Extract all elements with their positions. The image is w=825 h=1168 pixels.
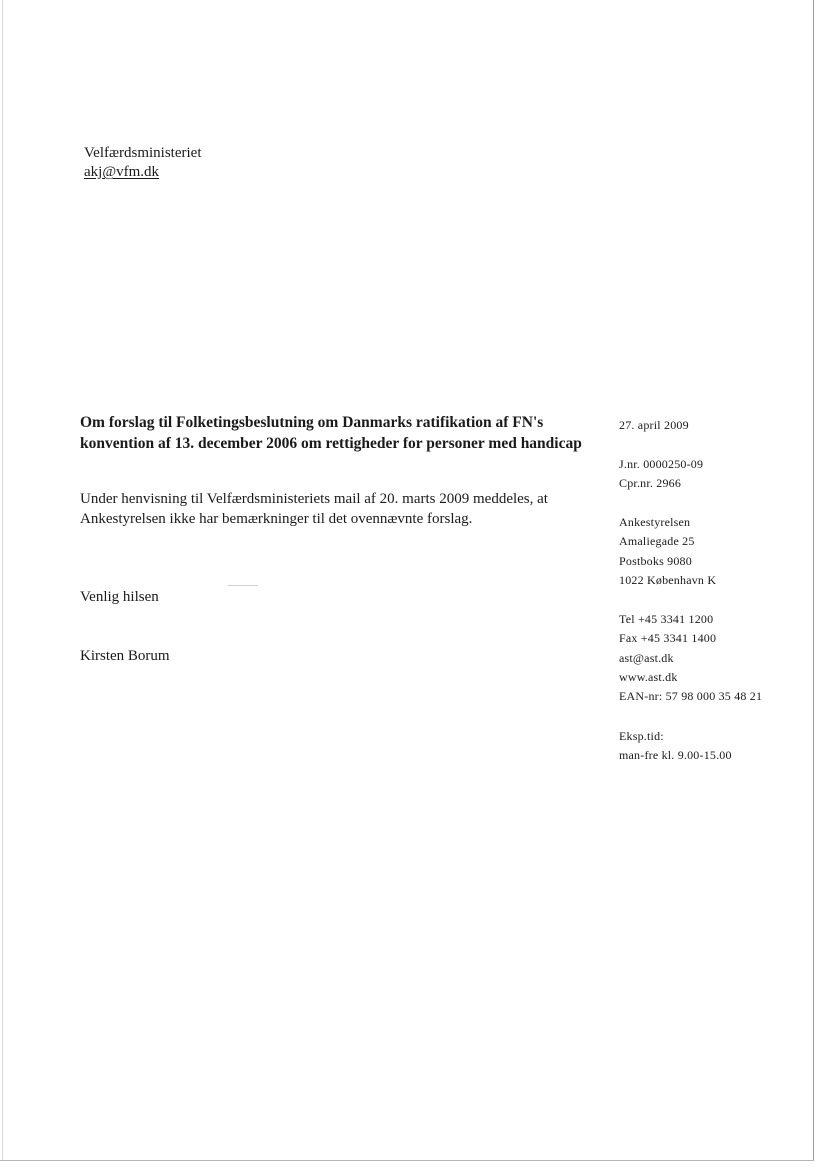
page-right-edge xyxy=(813,0,814,1160)
scan-speck xyxy=(228,585,258,586)
letter-subject xyxy=(80,412,600,454)
sidebar-hours xyxy=(619,727,732,766)
sidebar-contact xyxy=(619,610,762,706)
contact-email[interactable]: ast@ast.dk xyxy=(619,650,674,665)
recipient-block xyxy=(84,144,201,182)
contact-fax: Fax +45 3341 1400 xyxy=(619,631,717,646)
letter-body xyxy=(80,489,580,529)
contact-ean: EAN-nr: 57 98 000 35 48 21 xyxy=(619,689,763,704)
address-postal-city: 1022 København K xyxy=(619,572,717,587)
address-po-box: Postboks 9080 xyxy=(619,553,692,568)
address-street: Amaliegade 25 xyxy=(619,534,695,549)
sidebar-address xyxy=(619,513,716,590)
recipient-email[interactable]: akj@vfm.dk xyxy=(84,164,160,180)
sidebar-date xyxy=(619,416,689,435)
contact-phone: Tel +45 3341 1200 xyxy=(619,612,714,626)
journal-number: J.nr. 0000250-09 xyxy=(619,457,704,471)
letter-closing: Venlig hilsen xyxy=(80,589,159,605)
address-organization: Ankestyrelsen xyxy=(619,515,691,529)
subject-line-2: konvention af 13. december 2006 om rettigheder for personer med handicap xyxy=(80,435,582,452)
body-line-1: Under henvisning til Velfærdsministeriets mail af 20. marts 2009 meddeles, at xyxy=(80,491,548,507)
hours-value: man-fre kl. 9.00-15.00 xyxy=(619,748,732,763)
signer-name: Kirsten Borum xyxy=(80,648,170,664)
page-bottom-edge xyxy=(0,1160,814,1161)
hours-label: Eksp.tid: xyxy=(619,729,664,743)
subject-line-1: Om forslag til Folketingsbeslutning om Danmarks ratifikation af FN's xyxy=(80,414,544,431)
contact-website[interactable]: www.ast.dk xyxy=(619,669,678,684)
page-left-edge xyxy=(2,0,3,1160)
body-line-2: Ankestyrelsen ikke har bemærkninger til det ovennævnte forslag. xyxy=(80,511,473,527)
letter-date: 27. april 2009 xyxy=(619,418,689,432)
sidebar-references xyxy=(619,455,703,494)
cpr-number: Cpr.nr. 2966 xyxy=(619,476,682,491)
recipient-name: Velfærdsministeriet xyxy=(84,145,202,161)
